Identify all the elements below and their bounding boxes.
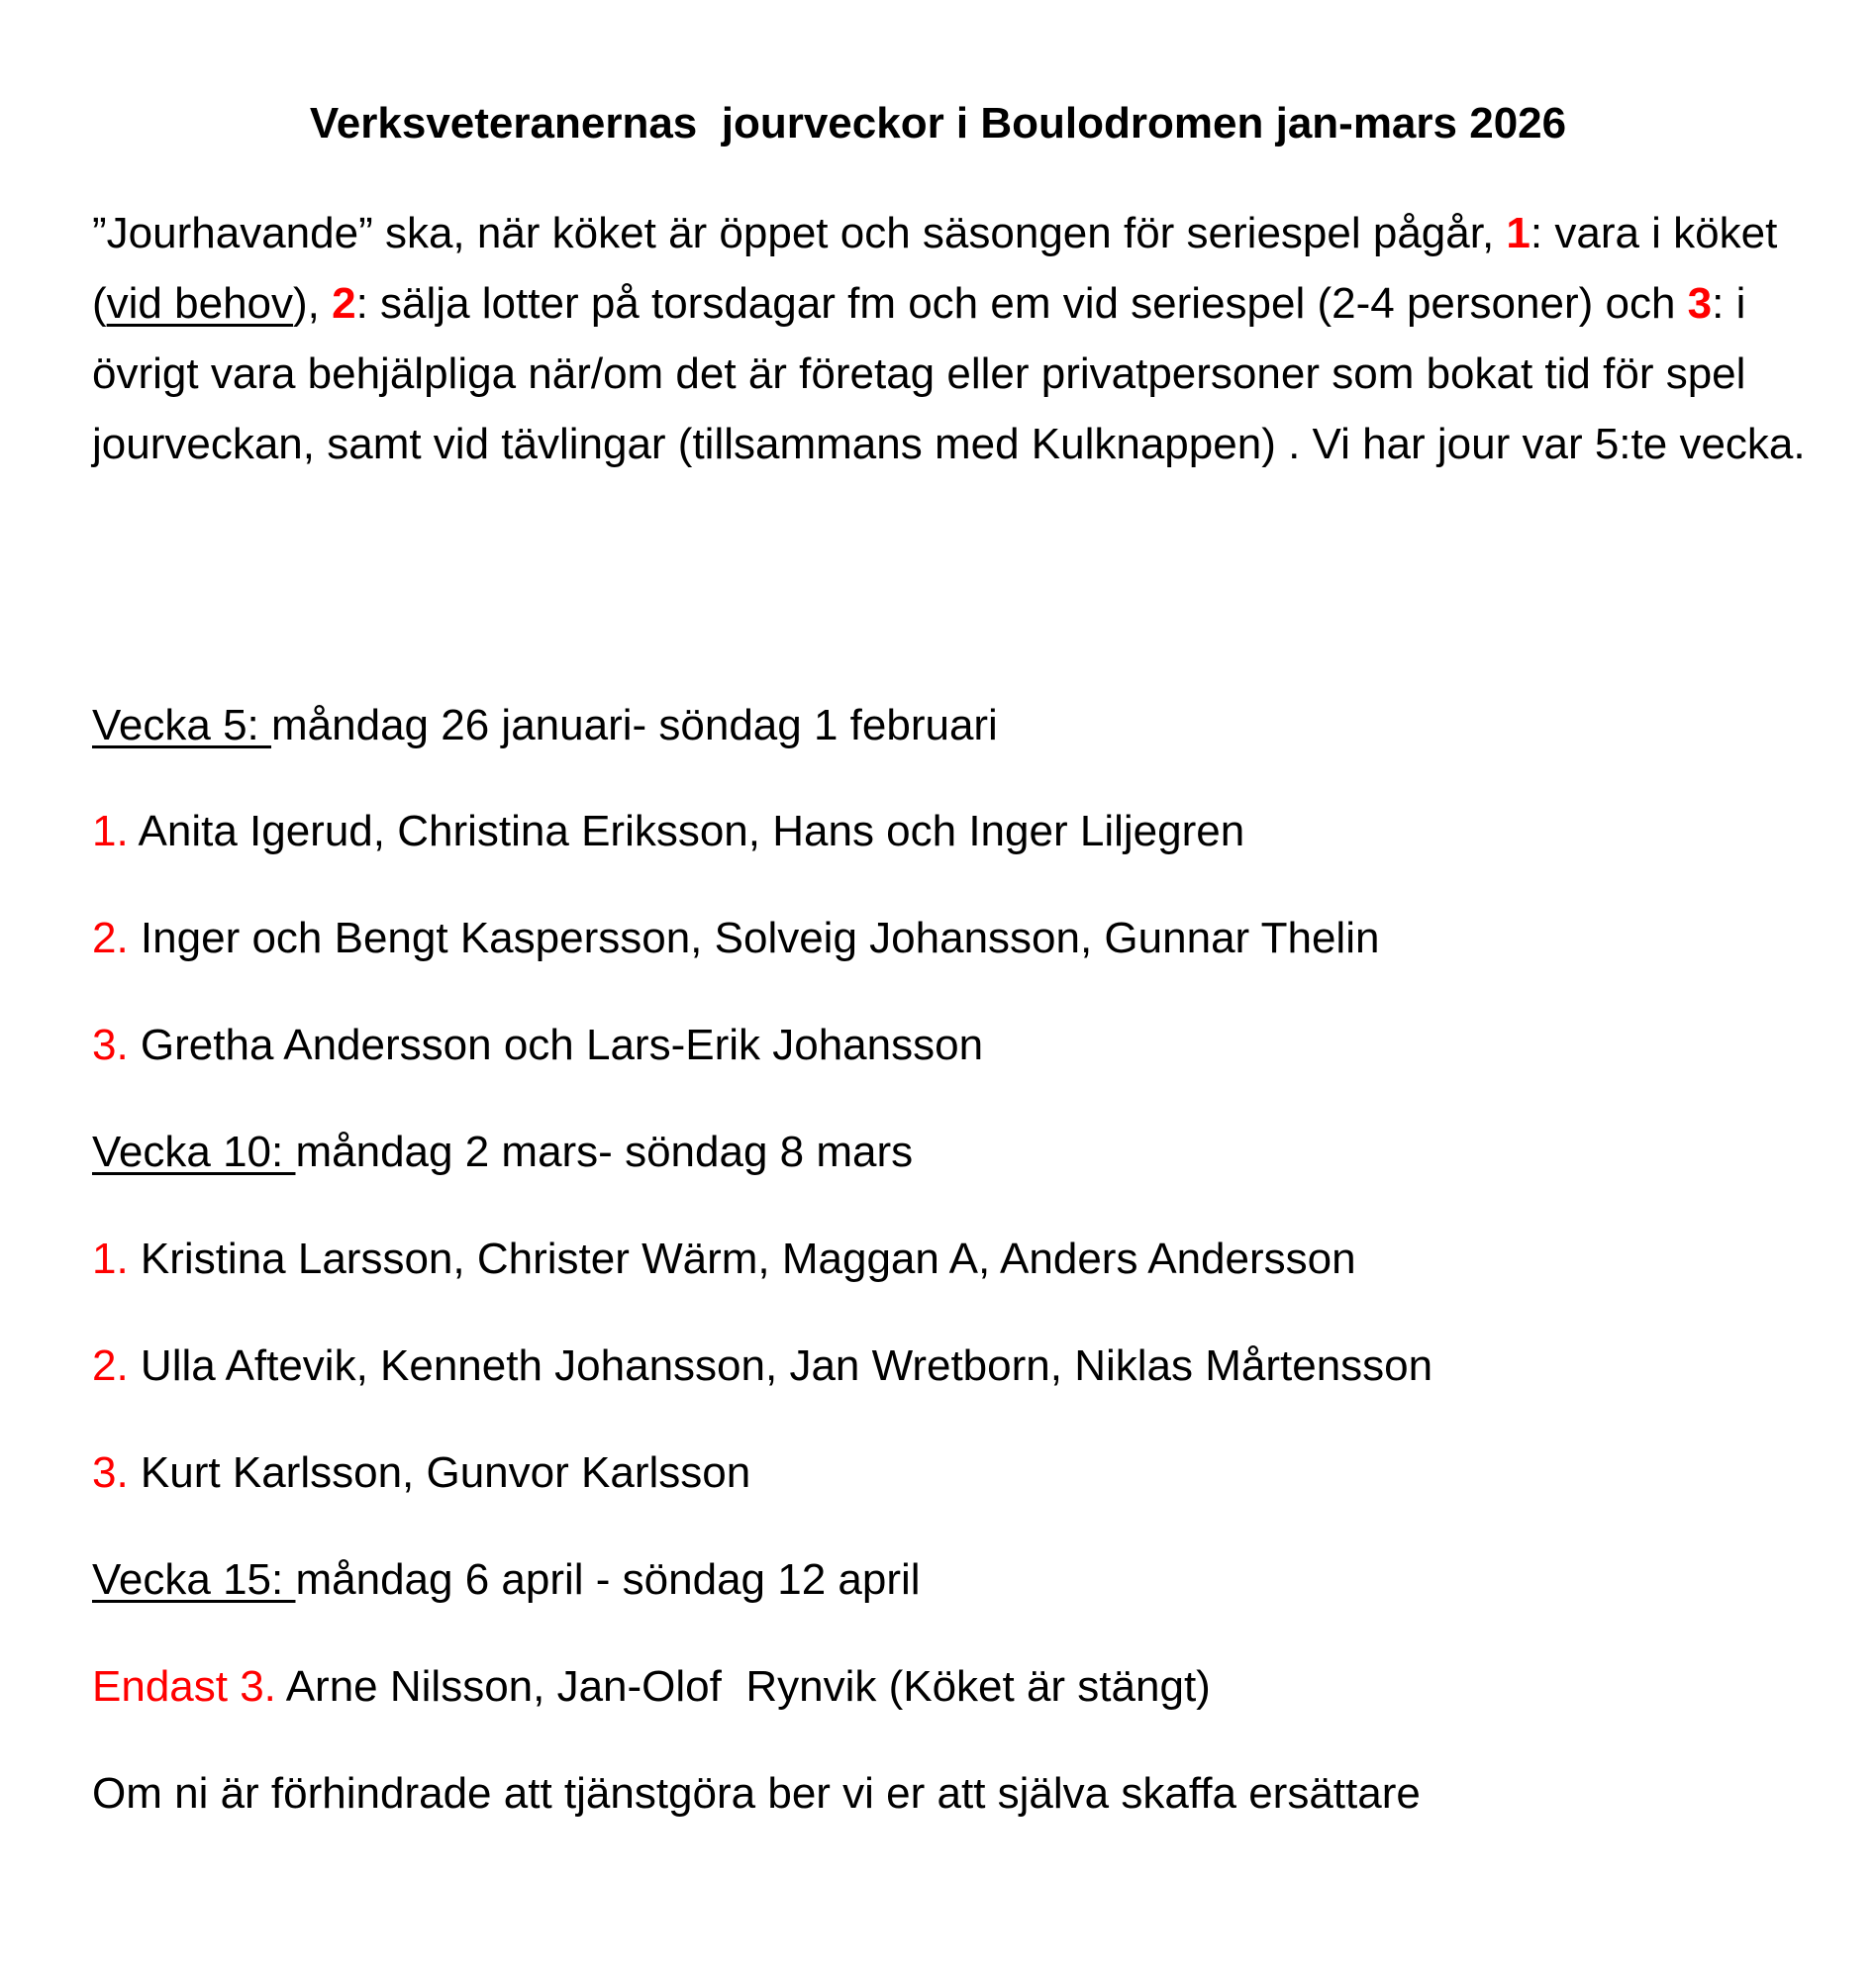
intro-text: : sälja lotter på torsdagar fm och em vid seriespel (2-4 personer) och (355, 279, 1688, 328)
item-number: Endast 3. (92, 1662, 276, 1711)
list-item (92, 1235, 1356, 1284)
intro-text: ”Jourhavande” ska, när köket är öppet och säsongen för seriespel pågår, (92, 209, 1507, 257)
week-dates: måndag 6 april - söndag 12 april (295, 1555, 921, 1604)
item-names: Arne Nilsson, Jan-Olof Rynvik (Köket är stängt) (275, 1662, 1211, 1711)
list-item (92, 807, 1244, 856)
list-item (92, 1341, 1432, 1391)
week-heading (92, 1128, 913, 1177)
intro-text: ), (293, 279, 333, 328)
week-label: Vecka 15: (92, 1555, 296, 1604)
intro-text: : vara i köket ( (92, 209, 1778, 328)
task-number-3: 3 (1687, 279, 1713, 328)
document-title: Verksveteranernas jourveckor i Boulodromen jan-mars 2026 (309, 99, 1567, 148)
task-number-2: 2 (332, 279, 356, 328)
intro-text: : i övrigt vara behjälpliga när/om det är företag eller privatpersoner som bokat tid för spel jourveckan, samt vid tävlingar (tillsammans med Kulknappen) . Vi har jour var 5:te vecka. (92, 279, 1806, 468)
item-names: Gretha Andersson och Lars-Erik Johansson (128, 1021, 984, 1069)
item-names: Kristina Larsson, Christer Wärm, Maggan A, Anders Andersson (128, 1235, 1356, 1283)
week-heading (92, 1555, 921, 1605)
footer-note: Om ni är förhindrade att tjänstgöra ber vi er att själva skaffa ersättare (92, 1769, 1421, 1818)
item-names: Anita Igerud, Christina Eriksson, Hans och Inger Liljegren (128, 807, 1245, 855)
item-names: Ulla Aftevik, Kenneth Johansson, Jan Wretborn, Niklas Mårtensson (128, 1341, 1433, 1390)
item-number: 1. (92, 1235, 129, 1283)
item-number: 3. (92, 1021, 129, 1069)
week-label: Vecka 5: (92, 701, 272, 749)
list-item (92, 1662, 1211, 1712)
item-number: 2. (92, 914, 129, 962)
item-names: Kurt Karlsson, Gunvor Karlsson (128, 1448, 751, 1497)
week-heading (92, 701, 998, 750)
list-item (92, 914, 1379, 963)
intro-underlined-text: vid behov (106, 279, 294, 328)
week-dates: måndag 26 januari- söndag 1 februari (271, 701, 998, 749)
week-label: Vecka 10: (92, 1128, 296, 1176)
item-number: 1. (92, 807, 129, 855)
item-number: 3. (92, 1448, 129, 1497)
item-number: 2. (92, 1341, 129, 1390)
task-number-1: 1 (1506, 209, 1530, 257)
list-item (92, 1021, 983, 1070)
item-names: Inger och Bengt Kaspersson, Solveig Johansson, Gunnar Thelin (128, 914, 1380, 962)
week-dates: måndag 2 mars- söndag 8 mars (295, 1128, 914, 1176)
list-item (92, 1448, 750, 1498)
intro-paragraph (92, 198, 1815, 479)
